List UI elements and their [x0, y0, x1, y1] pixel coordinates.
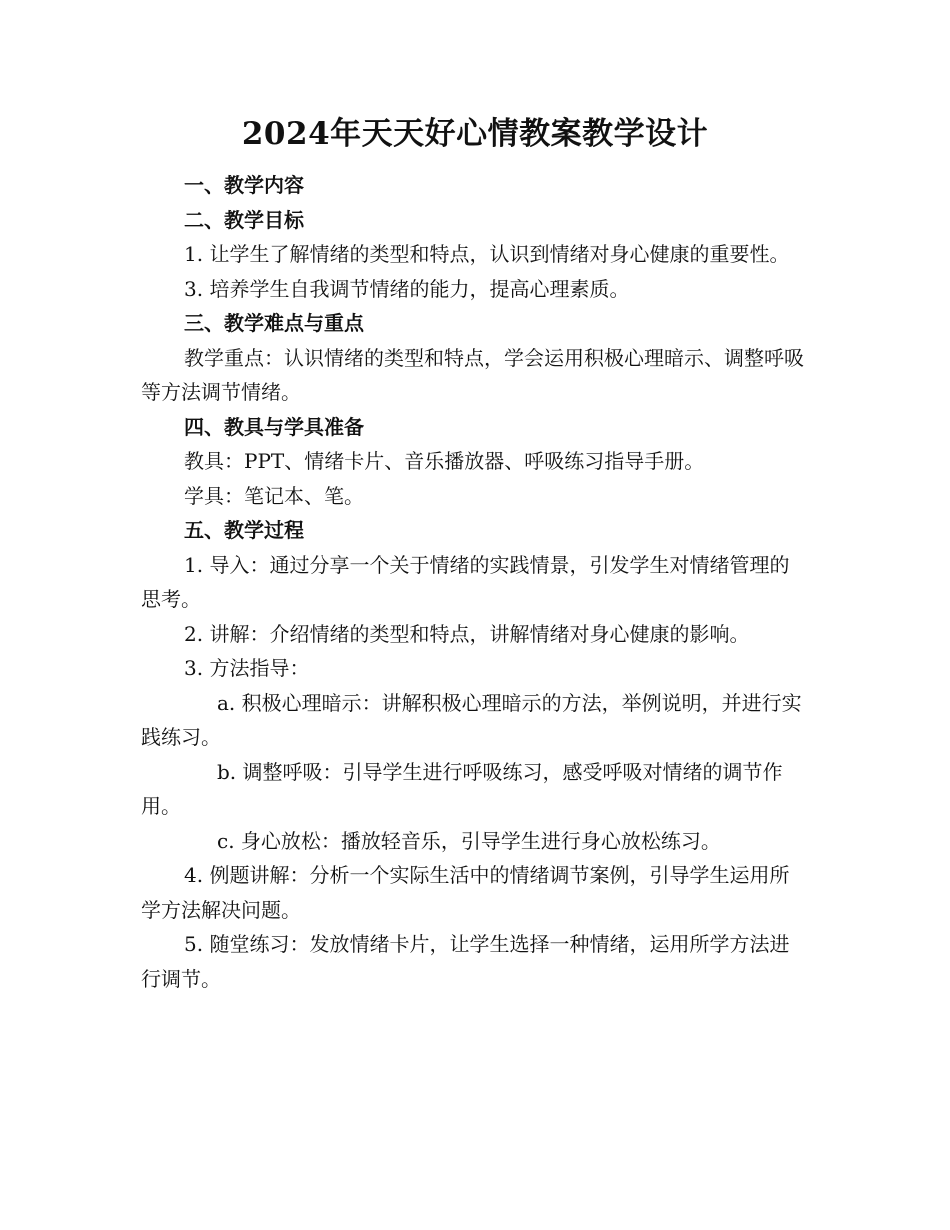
section-heading-process: 五、教学过程: [184, 518, 304, 542]
section-heading-key-points: 三、教学难点与重点: [184, 311, 364, 335]
process-step-5: 5. 随堂练习：发放情绪卡片，让学生选择一种情绪，运用所学方法进行调节。: [141, 932, 790, 991]
document-title: 2024年天天好心情教案教学设计: [241, 116, 709, 152]
method-item-c: c. 身心放松：播放轻音乐，引导学生进行身心放松练习。: [217, 828, 721, 853]
teaching-aids-text: 教具：PPT、情绪卡片、音乐播放器、呼吸练习指导手册。: [184, 449, 705, 473]
method-item-a: a. 积极心理暗示：讲解积极心理暗示的方法，举例说明，并进行实践练习。: [141, 690, 802, 749]
objective-item-1: 1. 让学生了解情绪的类型和特点，认识到情绪对身心健康的重要性。: [184, 242, 790, 266]
section-heading-materials: 四、教具与学具准备: [184, 414, 364, 439]
process-step-3: 3. 方法指导：: [184, 656, 310, 680]
process-step-2: 2. 讲解：介绍情绪的类型和特点，讲解情绪对身心健康的影响。: [184, 621, 750, 646]
document-body: [141, 168, 809, 996]
section-heading-objectives: 二、教学目标: [184, 207, 304, 232]
section-heading-content: 一、教学内容: [184, 173, 304, 197]
objective-item-3: 3. 培养学生自我调节情绪的能力，提高心理素质。: [184, 276, 630, 301]
key-points-text: 教学重点：认识情绪的类型和特点，学会运用积极心理暗示、调整呼吸等方法调节情绪。: [141, 345, 804, 404]
method-item-b: b. 调整呼吸：引导学生进行呼吸练习，感受呼吸对情绪的调节作用。: [141, 759, 783, 818]
process-step-1: 1. 导入：通过分享一个关于情绪的实践情景，引发学生对情绪管理的思考。: [141, 552, 790, 611]
process-step-4: 4. 例题讲解：分析一个实际生活中的情绪调节案例，引导学生运用所学方法解决问题。: [141, 863, 790, 922]
student-supplies-text: 学具：笔记本、笔。: [184, 483, 364, 508]
